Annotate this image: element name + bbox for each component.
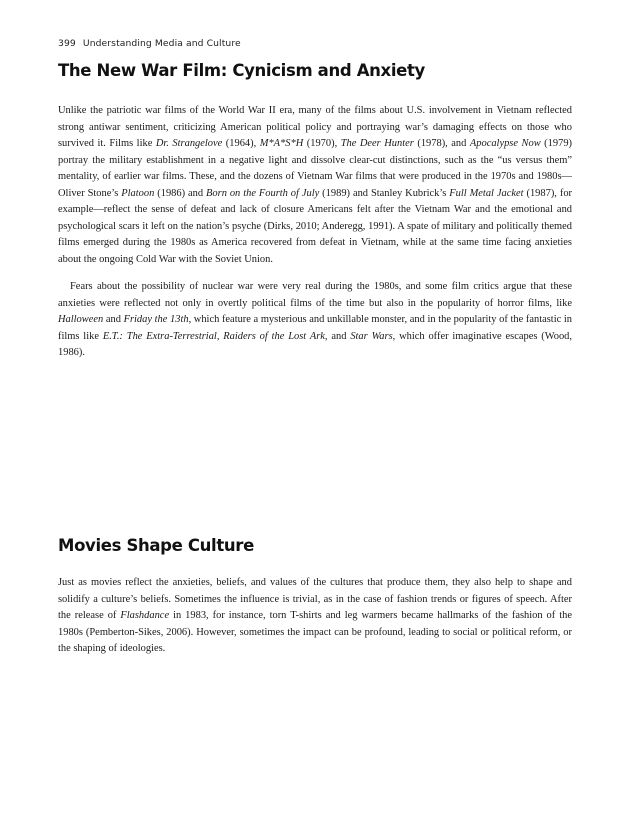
book-title: Understanding Media and Culture [82, 38, 241, 49]
running-head [58, 38, 241, 49]
film-title: Born on the Fourth of July [206, 187, 320, 199]
film-title: Star Wars [350, 330, 393, 342]
film-title: Flashdance [120, 610, 170, 621]
film-title: Halloween [58, 314, 104, 325]
page-number: 399 [58, 38, 76, 49]
film-title: The Deer Hunter [340, 138, 414, 149]
film-title: Full Metal Jacket [449, 187, 524, 199]
film-title: E.T.: The Extra-Terrestrial [102, 330, 217, 342]
section-title-movies-shape-culture: Movies Shape Culture [58, 536, 254, 555]
film-title: Platoon [121, 187, 155, 199]
film-title: Raiders of the Lost Ark [223, 330, 325, 342]
paragraph-war-film-1: Unlike the patriotic war films of the World War II era, many of the films about U.S. involvement in Vietnam reflected strong antiwar sentiment, criticizing American political policy and portraying war’s damaging effects on those who survived it. Films like Dr. Strangelove (1964), M*A*S*H (1970), The Deer Hunter (1978), and Apocalypse Now (1979) portray the military establishment in a negative light and dissolve clear-cut distinctions, such as the “us versus them” mentality, of earlier war films. These, and the dozens of Vietnam War films that were produced in the 1970s and 1980s—Oliver Stone’s Platoon (1986) and Born on the Fourth of July (1989) and Stanley Kubrick’s Full Metal Jacket (1987), for example—reflect the sense of defeat and lack of closure Americans felt after the Vietnam War and the emotional and psychological scars it left on the nation’s psyche (Dirks, 2010; Anderegg, 1991). A spate of military and politically themed films emerged during the 1980s as America recovered from defeat in Vietnam, while at the same time facing anxieties about the ongoing Cold War with the Soviet Union. [58, 105, 573, 265]
film-title: M*A*S*H [259, 138, 304, 149]
paragraph-movies-shape-culture: Just as movies reflect the anxieties, beliefs, and values of the cultures that produce them, they also help to shape and solidify a culture’s beliefs. Sometimes the influence is trivial, as in the case of fashion trends or figures of speech. After the release of Flashdance in 1983, for instance, torn T-shirts and leg warmers became hallmarks of the fashion of the 1980s (Pemberton-Sikes, 2006). However, sometimes the impact can be profound, leading to social or political reform, or the shaping of ideologies. [58, 577, 572, 654]
film-title: Friday the 13th [123, 314, 189, 325]
film-title: Dr. Strangelove [155, 138, 223, 149]
paragraph-war-film-2: Fears about the possibility of nuclear war were very real during the 1980s, and some film critics argue that these anxieties were reflected not only in overtly political films of the time but also in the popularity of horror films, like Halloween and Friday the 13th, which feature a mysterious and unkillable monster, and in the popularity of the fantastic in films like E.T.: The Extra-Terrestrial, Raiders of the Lost Ark, and Star Wars, which offer imaginative escapes (Wood, 1986). [58, 281, 573, 358]
section-title-war-film: The New War Film: Cynicism and Anxiety [58, 61, 425, 80]
film-title: Apocalypse Now [469, 138, 541, 149]
